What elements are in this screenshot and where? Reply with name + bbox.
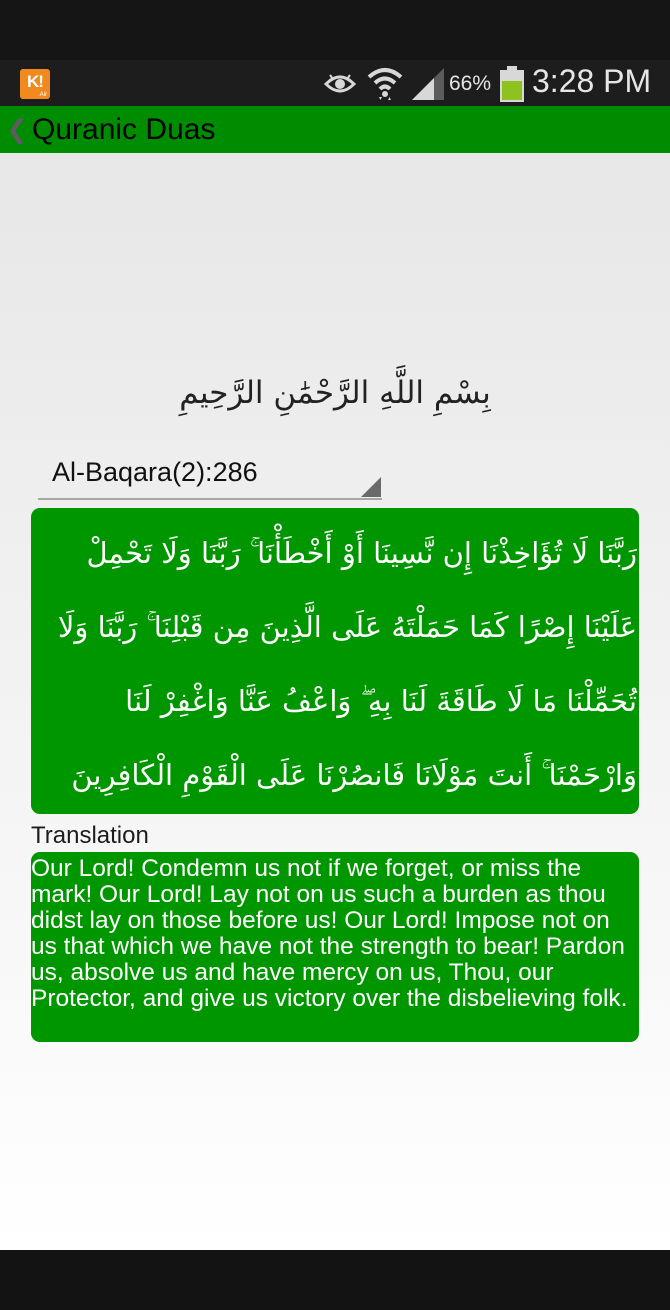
app-title-bar	[0, 106, 670, 153]
app-notification-icon	[20, 69, 50, 99]
app-icon-subtext: Air	[39, 92, 47, 98]
top-bezel	[0, 0, 670, 60]
eye-icon	[324, 72, 356, 96]
bismillah-heading: بِسْمِ اللَّهِ الرَّحْمَٰنِ الرَّحِيمِ	[179, 375, 491, 411]
translation-box	[31, 852, 639, 1042]
bottom-bezel	[0, 1250, 670, 1310]
surah-select-value: Al-Baqara(2):286	[52, 457, 258, 487]
dropdown-arrow-icon	[361, 477, 381, 497]
battery-percent: 66%	[449, 72, 492, 95]
page-title[interactable]: Quranic Duas	[32, 113, 216, 146]
signal-icon	[410, 68, 446, 100]
battery-icon	[500, 66, 524, 102]
surah-select[interactable]	[38, 448, 382, 500]
translation-label: Translation	[31, 822, 149, 849]
arabic-dua-box	[31, 508, 639, 814]
translation-text: Our Lord! Condemn us not if we forget, or miss the mark! Our Lord! Lay not on us such a burden as thou didst lay on those before us! Our Lord! Impose not on us that which we have not the strength to bear! Pardon us, absolve us and have mercy on us, Thou, our Protector, and give us victory over the disbelieving folk.	[31, 855, 628, 1012]
wifi-icon	[367, 66, 403, 100]
status-clock: 3:28 PM	[532, 63, 652, 99]
app-icon-text: K!	[27, 72, 43, 91]
status-bar	[0, 60, 670, 106]
back-chevron-icon[interactable]: ❮	[6, 114, 28, 144]
arabic-dua-text: رَبَّنَا لَا تُؤَاخِذْنَا إِن نَّسِينَا أَوْ أَخْطَأْنَا ۚ رَبَّنَا وَلَا تَحْمِلْ عَلَيْنَا إِصْرًا كَمَا حَمَلْتَهُ عَلَى الَّذِينَ مِن قَبْلِنَا ۚ رَبَّنَا وَلَا تُحَمِّلْنَا مَا لَا طَاقَةَ لَنَا بِهِ ۖ وَاعْفُ عَنَّا وَاغْفِرْ لَنَا وَارْحَمْنَا ۚ أَنتَ مَوْلَانَا فَانصُرْنَا عَلَى الْقَوْمِ الْكَافِرِينَ	[57, 536, 637, 792]
main-content	[0, 153, 670, 1250]
